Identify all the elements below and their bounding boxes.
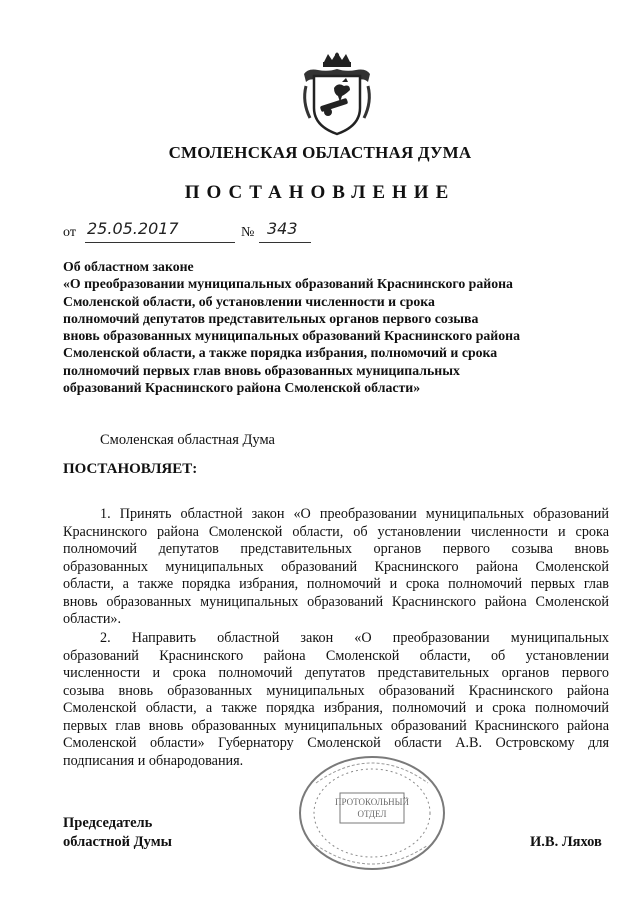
paragraph-line: вновь образованных муниципальных образований Краснинского района Смоленской [63,593,609,610]
signatory-name: И.В. Ляхов [530,834,602,850]
paragraph-1 [63,506,609,629]
document-number-line [63,219,383,244]
paragraph-line: созыва вновь образованных муниципальных образований Краснинского района [63,682,609,699]
position-line-1: Председатель [63,815,153,831]
paragraph-line: 2. Направить областной закон «О преобразовании муниципальных [100,630,609,646]
paragraph-line: области». [63,611,122,627]
organization-name: СМОЛЕНСКАЯ ОБЛАСТНАЯ ДУМА [168,143,472,162]
paragraph-line: образований Краснинского района Смоленской области, об установлении [63,647,609,664]
subject-line: полномочий депутатов представительных органов первого созыва [63,310,479,326]
paragraph-line: 1. Принять областной закон «О преобразовании муниципальных образований [100,506,609,522]
position-line-2: областной Думы [63,834,172,850]
from-label: от [63,225,76,240]
number-label: № [241,225,255,240]
paragraph-line: численности и срока полномочий депутатов представительных органов первого [63,665,609,681]
paragraph-line: первых глав вновь образованных муниципальных образований Краснинского района [63,717,609,734]
paragraph-line: Смоленской области» Губернатору Смоленской области А.В. Островскому для [63,735,609,751]
paragraph-line: Смоленской области, а также порядка избрания, полномочий и срока полномочий [63,700,609,716]
coat-of-arms-icon [298,52,376,138]
stamp-icon [296,753,448,873]
stamp-text-1: ПРОТОКОЛЬНЫЙ [335,797,409,807]
resolves-heading: ПОСТАНОВЛЯЕТ: [63,461,198,477]
subject-line: полномочий первых глав вновь образованных муниципальных [63,362,460,378]
subject-title [63,258,583,396]
document-type: ПОСТАНОВЛЕНИЕ [184,182,456,203]
paragraph-line: подписания и обнародования. [63,752,244,769]
paragraph-line: образованных муниципальных образований Краснинского района Смоленской [63,558,609,575]
paragraph-line: Краснинского района Смоленской области, об установлении численности и срока [63,523,609,540]
issuer-text: Смоленская областная Дума [100,432,275,448]
stamp-text-2: ОТДЕЛ [357,809,387,819]
paragraph-line: области, а также порядка избрания, полномочий и срока полномочий первых глав [63,576,609,592]
subject-line: Об областном законе [63,259,194,274]
subject-line: «О преобразовании муниципальных образований Краснинского района [63,276,513,292]
handwritten-date: 25.05.2017 [87,219,179,238]
paragraph-2 [63,630,609,770]
handwritten-number: 343 [267,219,298,238]
subject-line: образований Краснинского района Смоленской области» [63,380,421,396]
paragraph-line: полномочий депутатов представительных органов первого созыва вновь [63,541,609,557]
subject-line: Смоленской области, а также порядка избрания, полномочий и срока [63,345,498,361]
signatory-position [63,814,172,852]
subject-line: Смоленской области, об установлении численности и срока [63,293,435,309]
subject-line: вновь образованных муниципальных образований Краснинского района [63,328,520,344]
